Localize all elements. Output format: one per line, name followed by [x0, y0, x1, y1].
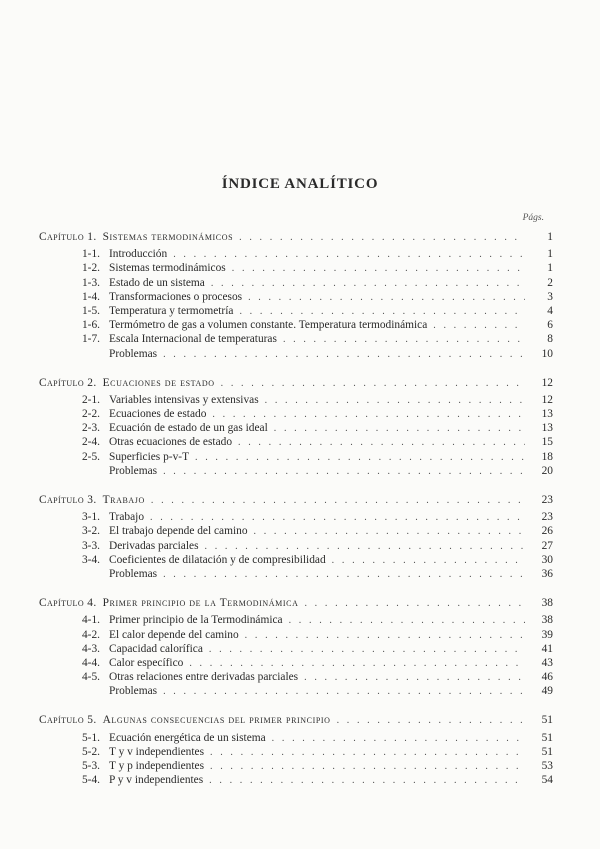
leader-dots	[239, 305, 525, 319]
leader-dots	[189, 657, 525, 671]
section-number: 5-2.	[81, 745, 100, 758]
leader-dots	[209, 643, 525, 657]
toc-entry[interactable]	[39, 261, 553, 275]
toc-entry[interactable]	[39, 613, 553, 627]
section-title: Otras relaciones entre derivadas parciales	[109, 671, 299, 684]
leader-dots	[173, 248, 525, 262]
toc-entry[interactable]	[39, 553, 553, 567]
toc-entry[interactable]	[39, 773, 553, 787]
toc-entry-problems[interactable]	[39, 464, 553, 478]
page-number: 8	[547, 333, 553, 346]
leader-dots	[163, 348, 525, 362]
leader-dots	[163, 568, 525, 582]
toc-entry[interactable]	[39, 421, 553, 435]
page-number: 6	[547, 319, 553, 332]
section-number: 5-3.	[81, 760, 100, 772]
leader-dots	[195, 451, 525, 465]
toc-entry[interactable]	[39, 510, 553, 524]
section-number: 1-7.	[81, 333, 100, 346]
section-title: T y p independientes	[109, 760, 205, 772]
toc-entry[interactable]	[39, 524, 553, 538]
chapter-block	[39, 596, 553, 698]
toc-entry[interactable]	[39, 393, 553, 407]
page-number: 2	[547, 276, 553, 289]
pages-column-label: Págs.	[522, 213, 544, 223]
toc-entry-problems[interactable]	[39, 347, 553, 361]
leader-dots	[248, 291, 525, 305]
leader-dots	[238, 436, 525, 450]
toc-entry[interactable]	[39, 731, 553, 745]
chapter-label: Capítulo 3.	[39, 494, 97, 506]
chapter-title: Trabajo	[102, 494, 145, 506]
chapter-block	[39, 493, 553, 581]
section-title: Sistemas termodinámicos	[109, 262, 226, 275]
toc-entry[interactable]	[39, 247, 553, 261]
section-title: El calor depende del camino	[109, 628, 239, 641]
leader-dots	[205, 540, 526, 554]
leader-dots	[163, 465, 525, 479]
section-number: 4-3.	[81, 642, 100, 655]
section-title: Variables intensivas y extensivas	[109, 393, 259, 406]
page-number: 1	[547, 248, 553, 261]
leader-dots	[209, 774, 525, 788]
section-title: Ecuaciones de estado	[109, 408, 207, 421]
leader-dots	[212, 408, 525, 422]
leader-dots	[337, 714, 525, 728]
page-number: 51	[541, 714, 553, 727]
page-number: 49	[541, 685, 553, 698]
section-title: Derivadas parciales	[109, 539, 199, 552]
page-number: 36	[541, 567, 553, 580]
page-number: 20	[541, 464, 553, 477]
chapter-title: Sistemas termodinámicos	[102, 231, 234, 243]
chapter-heading[interactable]	[39, 230, 553, 244]
leader-dots	[272, 732, 525, 746]
section-number: 3-2.	[81, 525, 100, 538]
toc-entry[interactable]	[39, 670, 553, 684]
toc-entry[interactable]	[39, 759, 553, 773]
leader-dots	[163, 685, 525, 699]
page-number: 4	[547, 304, 553, 317]
leader-dots	[150, 511, 525, 525]
chapter-heading[interactable]	[39, 596, 553, 610]
leader-dots	[289, 614, 525, 628]
page-title: ÍNDICE ANALÍTICO	[221, 176, 379, 192]
page-number: 30	[541, 553, 553, 566]
section-number: 5-4.	[81, 774, 100, 787]
chapter-heading[interactable]	[39, 376, 553, 390]
toc-entry[interactable]	[39, 407, 553, 421]
section-title: Capacidad calorífica	[109, 642, 203, 655]
toc-entry[interactable]	[39, 745, 553, 759]
toc-entry[interactable]	[39, 628, 553, 642]
toc-entry[interactable]	[39, 276, 553, 290]
page-number: 1	[547, 231, 553, 243]
page-number: 10	[541, 347, 553, 360]
page-number: 51	[541, 731, 553, 744]
page-number: 13	[541, 422, 553, 435]
page-number: 18	[541, 450, 553, 463]
leader-dots	[433, 319, 525, 333]
chapter-heading[interactable]	[39, 713, 553, 727]
section-title: Superficies p-v-T	[109, 450, 190, 463]
chapter-title: Ecuaciones de estado	[102, 376, 215, 389]
toc-entry[interactable]	[39, 332, 553, 346]
section-number: 1-2.	[81, 262, 100, 275]
page-number: 23	[541, 511, 553, 524]
page-number: 26	[541, 525, 553, 538]
chapter-label: Capítulo 5.	[39, 714, 97, 727]
chapter-title: Algunas consecuencias del primer principio	[102, 714, 331, 727]
page-number: 15	[541, 436, 553, 449]
section-title: El trabajo depende del camino	[109, 525, 248, 538]
page-number: 38	[541, 614, 553, 627]
leader-dots	[232, 262, 525, 276]
section-number: 2-3.	[81, 422, 100, 435]
section-number: 1-1.	[81, 248, 100, 261]
leader-dots	[283, 333, 525, 347]
leader-dots	[265, 394, 525, 408]
toc-entry[interactable]	[39, 539, 553, 553]
section-title: P y v independientes	[109, 774, 204, 787]
toc-entry[interactable]	[39, 450, 553, 464]
section-number: 3-3.	[81, 539, 100, 552]
page-number: 12	[541, 376, 553, 389]
page-number: 54	[541, 774, 553, 787]
section-number: 1-5.	[81, 304, 100, 317]
chapter-label: Capítulo 1.	[39, 231, 97, 243]
section-number: 2-5.	[81, 450, 100, 463]
page-number: 51	[541, 745, 553, 758]
toc-entry[interactable]	[39, 656, 553, 670]
leader-dots	[210, 760, 525, 774]
section-title: Transformaciones o procesos	[109, 290, 243, 303]
page-number: 12	[541, 393, 553, 406]
leader-dots	[221, 377, 525, 391]
section-title: Problemas	[109, 567, 158, 580]
section-title: Trabajo	[109, 511, 145, 524]
leader-dots	[304, 671, 525, 685]
section-title: T y v independientes	[109, 745, 205, 758]
section-title: Estado de un sistema	[109, 276, 205, 289]
section-title: Introducción	[109, 248, 168, 261]
section-title: Primer principio de la Termodinámica	[109, 614, 283, 627]
toc-entry[interactable]	[39, 318, 553, 332]
page-number: 3	[547, 290, 553, 303]
page-number: 38	[541, 597, 553, 610]
section-number: 4-4.	[81, 656, 100, 669]
chapter-label: Capítulo 4.	[39, 597, 97, 610]
page-number: 1	[547, 262, 553, 275]
leader-dots	[151, 494, 525, 508]
toc-entry[interactable]	[39, 435, 553, 449]
section-title: Problemas	[109, 464, 158, 477]
page-number: 39	[541, 628, 553, 641]
section-title: Otras ecuaciones de estado	[109, 436, 233, 449]
section-number: 3-1.	[81, 511, 100, 524]
page-number: 27	[541, 539, 553, 552]
leader-dots	[274, 422, 525, 436]
table-of-contents	[39, 230, 553, 802]
page-number: 41	[541, 642, 553, 655]
section-number: 4-5.	[81, 671, 100, 684]
section-number: 1-4.	[81, 290, 100, 303]
section-number: 5-1.	[81, 731, 100, 744]
toc-entry-problems[interactable]	[39, 684, 553, 698]
toc-entry[interactable]	[39, 304, 553, 318]
page-number: 43	[541, 656, 553, 669]
section-number: 4-1.	[81, 614, 100, 627]
page-number: 46	[541, 671, 553, 684]
section-number: 2-1.	[81, 393, 100, 406]
section-title: Temperatura y termometría	[109, 304, 234, 317]
chapter-block	[39, 230, 553, 361]
chapter-block	[39, 376, 553, 478]
leader-dots	[245, 629, 525, 643]
section-number: 4-2.	[81, 628, 100, 641]
section-title: Ecuación de estado de un gas ideal	[109, 422, 268, 435]
leader-dots	[239, 231, 525, 245]
leader-dots	[210, 746, 525, 760]
chapter-label: Capítulo 2.	[39, 376, 97, 389]
page-number: 23	[541, 494, 553, 506]
section-title: Problemas	[109, 347, 158, 360]
section-number: 1-3.	[81, 276, 100, 289]
toc-entry[interactable]	[39, 290, 553, 304]
section-number: 3-4.	[81, 553, 100, 566]
toc-entry[interactable]	[39, 642, 553, 656]
chapter-block	[39, 713, 553, 787]
section-number: 1-6.	[81, 319, 100, 332]
chapter-title: Primer principio de la Termodinámica	[102, 597, 299, 610]
page-number: 13	[541, 408, 553, 421]
section-number: 2-4.	[81, 436, 100, 449]
section-title: Escala Internacional de temperaturas	[109, 333, 277, 346]
section-title: Coeficientes de dilatación y de compresibilidad	[109, 553, 326, 566]
section-title: Termómetro de gas a volumen constante. Temperatura termodinámica	[109, 319, 428, 332]
leader-dots	[304, 597, 525, 611]
section-title: Ecuación energética de un sistema	[109, 731, 266, 744]
page-number: 53	[541, 760, 553, 772]
leader-dots	[211, 277, 525, 291]
section-title: Problemas	[109, 685, 158, 698]
toc-entry-problems[interactable]	[39, 567, 553, 581]
leader-dots	[254, 525, 525, 539]
leader-dots	[332, 554, 525, 568]
section-title: Calor específico	[109, 656, 184, 669]
chapter-heading[interactable]	[39, 493, 553, 507]
section-number: 2-2.	[81, 408, 100, 421]
